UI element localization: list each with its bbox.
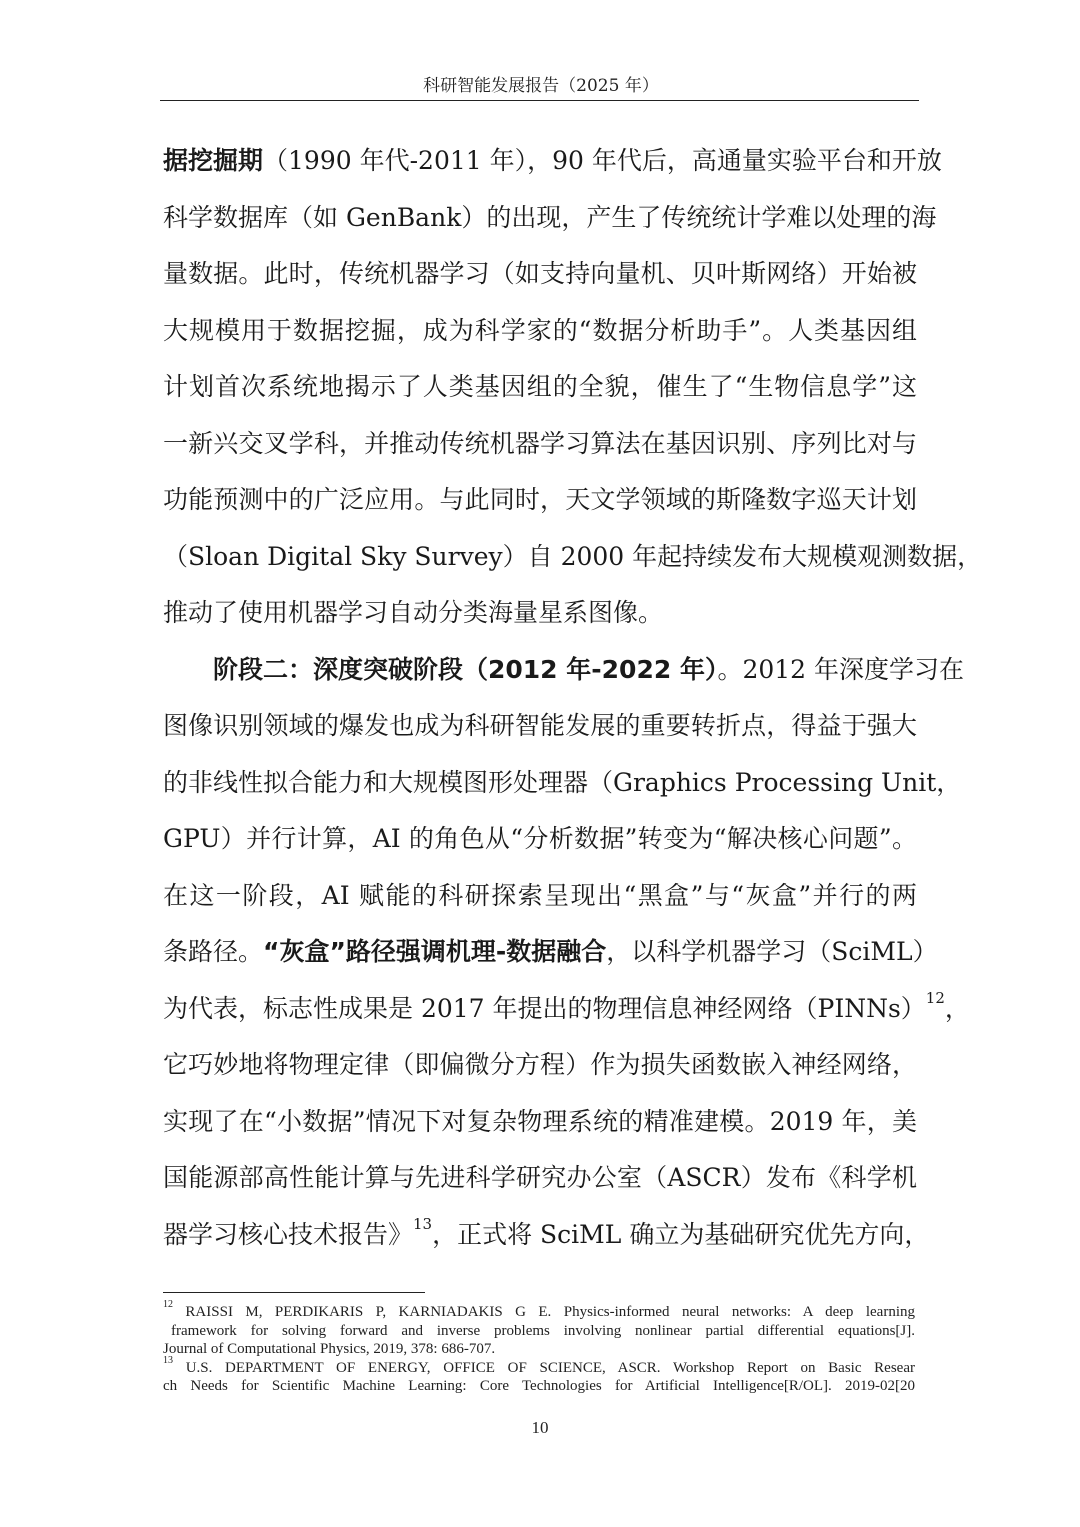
text-line (163, 927, 938, 984)
text-line: 在这一阶段，AI 赋能的科研探索呈现出“黑盒”与“灰盒”并行的两 (163, 880, 917, 910)
text-span: （1990 年代-2011 年），90 年代后，高通量实验平台和开放 (263, 146, 942, 175)
text-span: RAISSI M, PERDIKARIS P, KARNIADAKIS G E. Physics-informed neural networks: A deep learning (173, 1304, 915, 1320)
footnote-12-line: framework for solving forward and inverse problems involving nonlinear partial differential equations[J]. (171, 1322, 915, 1339)
text-line: GPU）并行计算，AI 的角色从“分析数据”转变为“解决核心问题”。 (163, 824, 917, 853)
text-line: 国能源部高性能计算与先进科学研究办公室（ASCR）发布《科学机 (163, 1163, 917, 1192)
footnote-12-line: Journal of Computational Physics, 2019, 378: 686-707. (163, 1341, 496, 1357)
text-line (163, 984, 970, 1041)
text-line (163, 1210, 930, 1267)
text-line: 科学数据库（如 GenBank）的出现，产生了传统统计学难以处理的海 (163, 202, 937, 232)
text-line: 大规模用于数据挖掘，成为科学家的“数据分析助手”。人类基因组 (163, 315, 917, 345)
footnotes (163, 1299, 915, 1396)
text-line: 计划首次系统地揭示了人类基因组的全貌，催生了“生物信息学”这 (163, 372, 917, 401)
text-line: 一新兴交叉学科，并推动传统机器学习算法在基因识别、序列比对与 (163, 428, 917, 458)
running-header: 科研智能发展报告（2025 年） (423, 76, 659, 96)
text-line: （Sloan Digital Sky Survey）自 2000 年起持续发布大规模观测数据， (163, 541, 983, 571)
text-line: 功能预测中的广泛应用。与此同时，天文学领域的斯隆数字巡天计划 (163, 485, 917, 514)
section-heading: 阶段二：深度突破阶段（2012 年-2022 年） (213, 654, 718, 684)
text-span: 为代表，标志性成果是 2017 年提出的物理信息神经网络（PINNs） (163, 993, 926, 1023)
footnote-ref[interactable]: 13 (413, 1215, 433, 1234)
text-span: ，正式将 SciML 确立为基础研究优先方向， (432, 1219, 930, 1249)
body-text (163, 136, 983, 1266)
footnote-rule (163, 1292, 425, 1293)
bold-phrase: “灰盒”路径强调机理-数据融合 (263, 937, 607, 966)
text-line: 推动了使用机器学习自动分类海量星系图像。 (163, 598, 664, 627)
text-line: 的非线性拟合能力和大规模图形处理器（Graphics Processing Unit， (163, 767, 962, 797)
bold-phrase: 据挖掘期 (163, 146, 264, 175)
footnote-13-line: ch Needs for Scientific Machine Learning: Core Technologies for Artificial Intelligence[R/OL]. 2019-02[20 (163, 1378, 915, 1394)
page-number: 10 (531, 1418, 549, 1437)
text-span: ， (944, 993, 970, 1023)
footnote-12-line (163, 1299, 915, 1322)
footnote-13-line (163, 1354, 915, 1378)
text-line: 实现了在“小数据”情况下对复杂物理系统的精准建模。2019 年，美 (163, 1106, 917, 1136)
header-rule (160, 100, 919, 101)
footnote-mark: 12 (163, 1299, 173, 1310)
text-span: ，以科学机器学习（SciML） (606, 937, 938, 966)
text-span: U.S. DEPARTMENT OF ENERGY, OFFICE OF SCIENCE, ASCR. Workshop Report on Basic Resear (173, 1359, 915, 1376)
footnote-mark: 13 (163, 1354, 173, 1366)
text-span: 器学习核心技术报告》 (163, 1219, 414, 1249)
text-line: 量数据。此时，传统机器学习（如支持向量机、贝叶斯网络）开始被 (163, 259, 917, 288)
text-line (163, 136, 942, 193)
text-line (163, 645, 965, 702)
text-line: 图像识别领域的爆发也成为科研智能发展的重要转折点，得益于强大 (163, 711, 917, 740)
text-span: 条路径。 (163, 937, 264, 966)
footnote-ref[interactable]: 12 (925, 989, 945, 1008)
text-span: 。2012 年深度学习在 (717, 654, 965, 684)
text-line: 它巧妙地将物理定律（即偏微分方程）作为损失函数嵌入神经网络， (163, 1050, 917, 1079)
